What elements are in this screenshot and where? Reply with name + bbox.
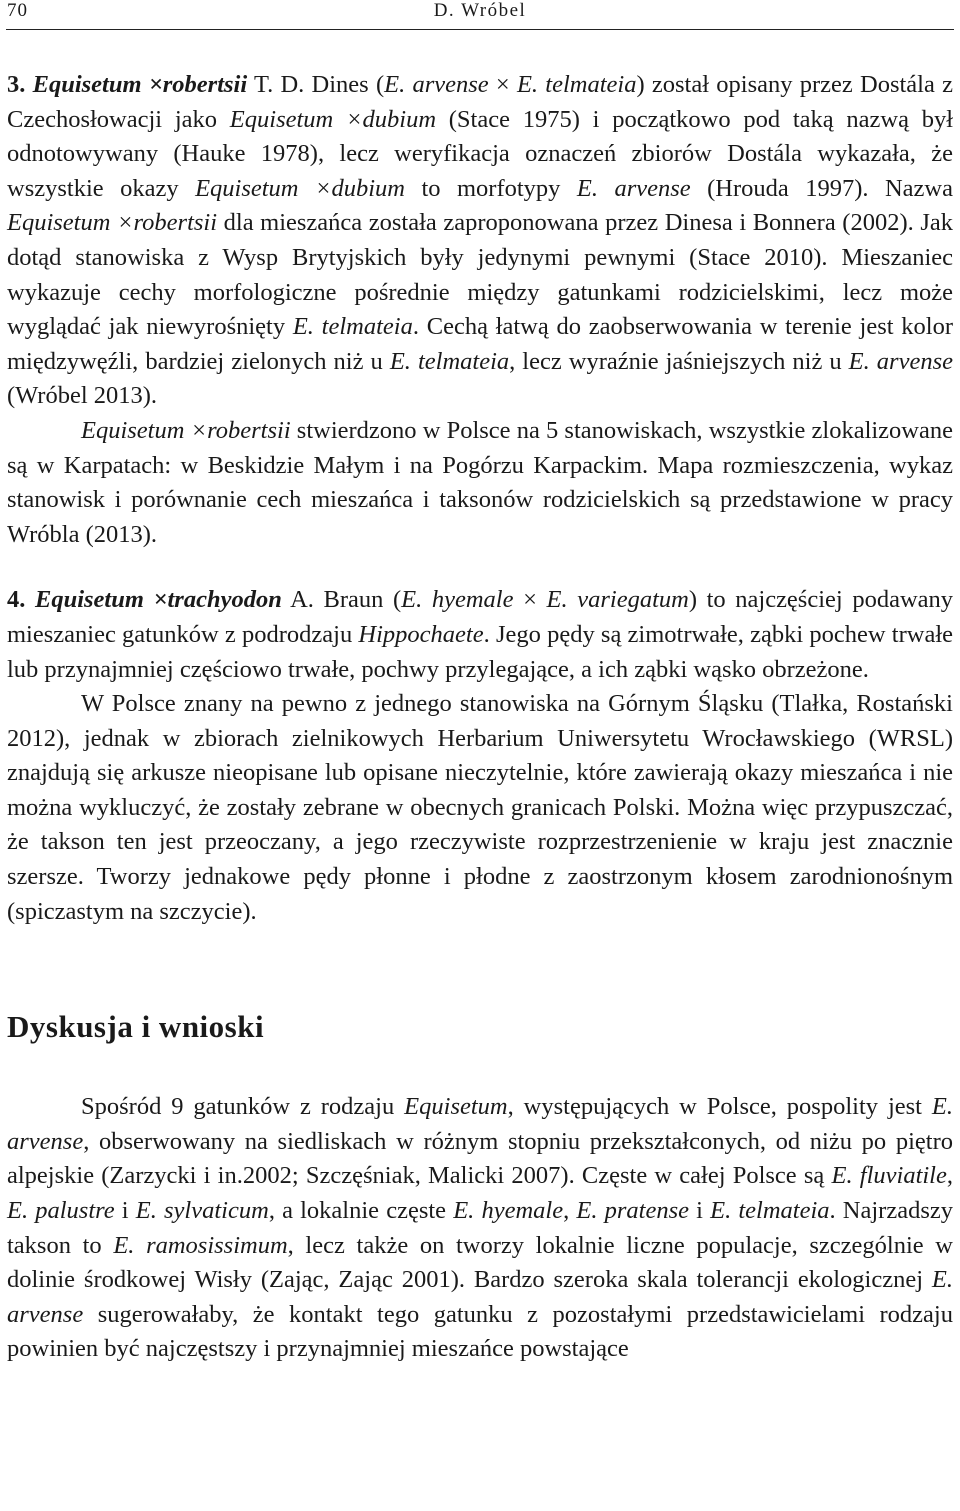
- spacer: [7, 552, 953, 583]
- page-header: [0, 0, 960, 26]
- page-number: 70: [7, 0, 28, 21]
- taxon-genus: Equisetum: [32, 71, 142, 98]
- section-3-paragraph-2: Equisetum ×robertsii stwierdzono w Polsce na 5 stanowiskach, wszystkie zlokalizowane są w Karpatach: w Beskidzie Małym i na Pogórzu Karpackim. Mapa rozmieszczenia, wykaz stanowisk i porównanie cech mieszańca i taksonów rodzicielskich są przedstawione w pracy Wróbla (2013).: [7, 416, 954, 548]
- section-number: 3.: [7, 71, 26, 98]
- header-rule: [6, 29, 954, 30]
- spacer: [7, 1045, 953, 1090]
- section-number: 4.: [7, 586, 26, 614]
- parent-taxon: E. hyemale: [401, 586, 514, 614]
- article-body: [7, 68, 953, 1367]
- section-3-paragraph-1: 3. Equisetum ×robertsii T. D. Dines (E. arvense × E. telmateia) został opisany przez Dostála z Czechosłowacji jako Equisetum ×dubium (Stace 1975) i początkowo pod taką nazwą był odnotowywany (Hauke 1978), lecz weryfikacja oznaczeń zbiorów Dostála wykazała, że wszystkie okazy Equisetum ×dubium to morfotypy E. arvense (Hrouda 1997). Nazwa Equisetum ×robertsii dla mieszańca została zaproponowana przez Dinesa i Bonnera (2002). Jak dotąd stanowiska z Wysp Brytyjskich były jedynymi pewnymi (Stace 2010). Mieszaniec wykazuje cechy morfologiczne pośrednie między gatunkami rodzicielskimi, lecz może wyglądać jak niewyrośnięty E. telmateia. Cechą łatwą do zaobserwowania w terenie jest kolor międzywęźli, bardziej zielonych niż u E. telmateia, lecz wyraźnie jaśniejszych niż u E. arvense (Wróbel 2013).: [7, 71, 954, 410]
- section-4-paragraph-1: 4. Equisetum ×trachyodon A. Braun (E. hyemale × E. variegatum) to najczęściej podawany mieszaniec gatunków z podrodzaju Hippochaete. Jego pędy są zimotrwałe, ząbki pochew trwałe lub przynajmniej częściowo trwałe, pochwy przylegające, a ich ząbki wąsko obrzeżone.: [7, 586, 954, 683]
- spacer: [7, 929, 953, 1009]
- discussion-paragraph: Spośród 9 gatunków z rodzaju Equisetum, występujących w Polsce, pospolity jest E. arvense, obserwowany na siedliskach w różnym stopniu przekształconych, od niżu po piętro alpejskie (Zarzycki i in.2002; Szczęśniak, Malicki 2007). Częste w całej Polsce są E. fluviatile, E. palustre i E. sylvaticum, a lokalnie częste E. hyemale, E. pratense i E. telmateia. Najrzadszy takson to E. ramosissimum, lecz także on tworzy lokalnie liczne populacje, szczególnie w dolinie środkowej Wisły (Zając, Zając 2001). Bardzo szeroka skala tolerancji ekologicznej E. arvense sugerowałaby, że kontakt tego gatunku z pozostałymi przedstawicielami rodzaju powinien być najczęstszy i przynajmniej mieszańce powstające: [7, 1093, 954, 1363]
- section-4-paragraph-2: W Polsce znany na pewno z jednego stanowiska na Górnym Śląsku (Tlałka, Rostański 2012), jednak w zbiorach zielnikowych Herbarium Uniwersytetu Wrocławskiego (WRSL) znajdują się arkusze nieopisane lub opisane nieczytelnie, które zawierają okazy mieszańca i nie można wykluczyć, że zostały zebrane w obecnych granicach Polski. Można więc przypuszczać, że takson ten jest przeoczany, a jego rzeczywiste rozprzestrzenienie w kraju jest znacznie szersze. Tworzy jednakowe pędy płonne i płodne z zaostrzonym kłosem zarodnionośnym (spiczastym na szczycie).: [7, 690, 953, 925]
- section-heading: Dyskusja i wnioski: [7, 1009, 265, 1045]
- running-head: D. Wróbel: [433, 0, 527, 21]
- parent-taxon: E. arvense: [384, 71, 489, 98]
- parent-taxon: E. telmateia: [516, 71, 637, 98]
- parent-taxon: E. variegatum: [546, 586, 689, 614]
- taxon-genus: Equisetum: [34, 586, 144, 614]
- taxon-epithet: ×robertsii: [148, 71, 248, 98]
- taxon-epithet: ×trachyodon: [153, 586, 282, 614]
